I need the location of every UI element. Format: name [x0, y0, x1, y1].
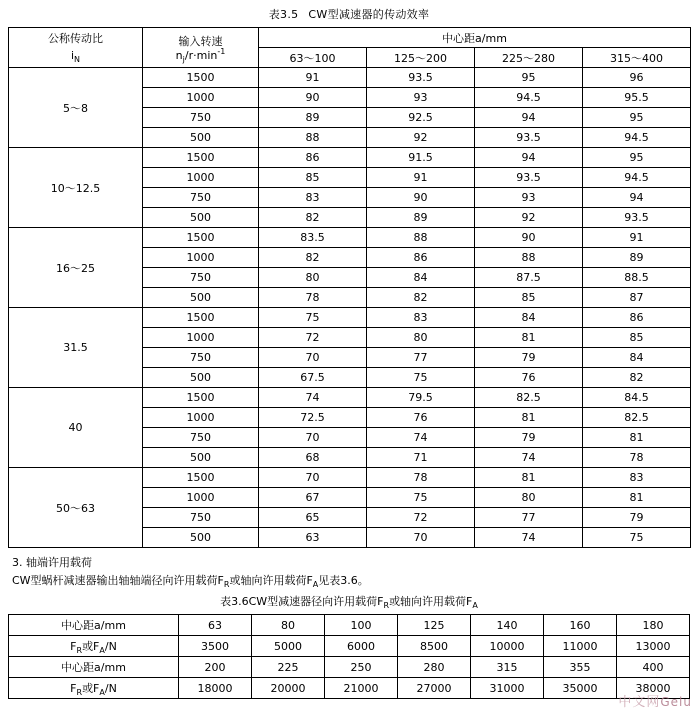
table-3-6-caption: 表3.6CW型减速器径向许用载荷$F_R$或轴向许用载荷$F_A$: [220, 595, 478, 611]
value-cell: 65: [259, 508, 367, 528]
speed-cell: 1000: [143, 408, 259, 428]
value-cell: 93.5: [475, 168, 583, 188]
speed-cell: 1000: [143, 248, 259, 268]
value-cell: 84.5: [583, 388, 691, 408]
value-cell: 77: [475, 508, 583, 528]
value-cell: 70: [259, 468, 367, 488]
value-cell: 95: [583, 148, 691, 168]
value-cell: 31000: [471, 678, 544, 699]
speed-cell: 750: [143, 268, 259, 288]
table-row: [9, 308, 691, 328]
value-cell: 83: [583, 468, 691, 488]
value-cell: 84: [475, 308, 583, 328]
value-cell: 38000: [617, 678, 690, 699]
speed-cell: 1500: [143, 228, 259, 248]
table-row: [9, 468, 691, 488]
value-cell: 94.5: [475, 88, 583, 108]
header-range-4: 315～400: [583, 48, 691, 68]
row-label-center-distance: 中心距a/mm: [9, 615, 179, 636]
value-cell: 100: [325, 615, 398, 636]
value-cell: 74: [475, 448, 583, 468]
value-cell: 20000: [252, 678, 325, 699]
value-cell: 96: [583, 68, 691, 88]
speed-cell: 500: [143, 208, 259, 228]
value-cell: 88: [475, 248, 583, 268]
value-cell: 63: [179, 615, 252, 636]
value-cell: 77: [367, 348, 475, 368]
value-cell: 82: [583, 368, 691, 388]
table-row: [9, 636, 690, 657]
speed-cell: 1000: [143, 88, 259, 108]
value-cell: 94: [475, 148, 583, 168]
value-cell: 82.5: [583, 408, 691, 428]
value-cell: 85: [583, 328, 691, 348]
value-cell: 80: [252, 615, 325, 636]
value-cell: 78: [583, 448, 691, 468]
value-cell: 94: [583, 188, 691, 208]
header-input-speed-line1: 输入转速: [178, 35, 223, 48]
value-cell: 68: [259, 448, 367, 468]
table-row: [9, 68, 691, 88]
header-nominal-ratio: [9, 28, 143, 68]
value-cell: 27000: [398, 678, 471, 699]
value-cell: 82.5: [475, 388, 583, 408]
value-cell: 89: [367, 208, 475, 228]
value-cell: 75: [367, 368, 475, 388]
speed-cell: 500: [143, 368, 259, 388]
note-line-1: 3. 轴端许用载荷: [12, 556, 92, 569]
value-cell: 78: [367, 468, 475, 488]
table-3-5-header-row-1: [9, 28, 691, 48]
value-cell: 95: [583, 108, 691, 128]
value-cell: 84: [367, 268, 475, 288]
value-cell: 180: [617, 615, 690, 636]
value-cell: 85: [259, 168, 367, 188]
ratio-cell: 40: [9, 388, 143, 468]
value-cell: 94: [475, 108, 583, 128]
value-cell: 95.5: [583, 88, 691, 108]
header-nominal-ratio-line1: 公称传动比: [48, 32, 103, 45]
value-cell: 35000: [544, 678, 617, 699]
value-cell: 125: [398, 615, 471, 636]
table-row: [9, 678, 690, 699]
value-cell: 3500: [179, 636, 252, 657]
speed-cell: 500: [143, 128, 259, 148]
value-cell: 18000: [179, 678, 252, 699]
value-cell: 80: [367, 328, 475, 348]
value-cell: 79: [583, 508, 691, 528]
section-note: [12, 554, 690, 589]
speed-cell: 500: [143, 528, 259, 548]
value-cell: 74: [259, 388, 367, 408]
value-cell: 160: [544, 615, 617, 636]
value-cell: 5000: [252, 636, 325, 657]
value-cell: 90: [367, 188, 475, 208]
value-cell: 79: [475, 348, 583, 368]
value-cell: 92: [367, 128, 475, 148]
value-cell: 250: [325, 657, 398, 678]
value-cell: 72: [367, 508, 475, 528]
value-cell: 355: [544, 657, 617, 678]
table-3-6-caption-number: 表3.6: [220, 595, 249, 609]
table-3-5-caption: [8, 0, 690, 27]
ratio-cell: 50～63: [9, 468, 143, 548]
value-cell: 200: [179, 657, 252, 678]
watermark-text: Gelu: [660, 695, 692, 709]
note-line-2: CW型蜗杆减速器输出轴轴端径向许用载荷$F_R$或轴向许用载荷$F_A$见表3.6。: [12, 573, 369, 589]
value-cell: 81: [475, 408, 583, 428]
value-cell: 91: [259, 68, 367, 88]
speed-cell: 1000: [143, 488, 259, 508]
value-cell: 81: [583, 428, 691, 448]
value-cell: 76: [367, 408, 475, 428]
value-cell: 86: [259, 148, 367, 168]
speed-cell: 1500: [143, 308, 259, 328]
value-cell: 82: [367, 288, 475, 308]
value-cell: 93: [475, 188, 583, 208]
header-input-speed-line2: $n_j/r\cdot\min^{-1}$: [175, 47, 226, 64]
value-cell: 89: [583, 248, 691, 268]
value-cell: 85: [475, 288, 583, 308]
table-row: [9, 615, 690, 636]
header-nominal-ratio-line2: $i_N$: [70, 48, 81, 64]
value-cell: 78: [259, 288, 367, 308]
value-cell: 82: [259, 208, 367, 228]
header-center-distance-group: 中心距a/mm: [259, 28, 691, 48]
speed-cell: 750: [143, 508, 259, 528]
ratio-cell: 16～25: [9, 228, 143, 308]
speed-cell: 750: [143, 108, 259, 128]
value-cell: 84: [583, 348, 691, 368]
value-cell: 94.5: [583, 128, 691, 148]
value-cell: 90: [259, 88, 367, 108]
table-3-6: [8, 614, 690, 699]
value-cell: 88.5: [583, 268, 691, 288]
value-cell: 83.5: [259, 228, 367, 248]
watermark-cn: 中文网: [618, 695, 661, 710]
table-row: [9, 388, 691, 408]
value-cell: 72: [259, 328, 367, 348]
value-cell: 79: [475, 428, 583, 448]
table-row: [9, 228, 691, 248]
value-cell: 83: [259, 188, 367, 208]
ratio-cell: 10～12.5: [9, 148, 143, 228]
value-cell: 81: [475, 468, 583, 488]
value-cell: 93.5: [583, 208, 691, 228]
header-input-speed: [143, 28, 259, 68]
speed-cell: 1000: [143, 328, 259, 348]
value-cell: 93.5: [475, 128, 583, 148]
value-cell: 92: [475, 208, 583, 228]
value-cell: 71: [367, 448, 475, 468]
watermark: [618, 691, 692, 710]
value-cell: 70: [367, 528, 475, 548]
value-cell: 76: [475, 368, 583, 388]
speed-cell: 500: [143, 448, 259, 468]
value-cell: 400: [617, 657, 690, 678]
value-cell: 10000: [471, 636, 544, 657]
value-cell: 91: [583, 228, 691, 248]
value-cell: 67.5: [259, 368, 367, 388]
value-cell: 140: [471, 615, 544, 636]
value-cell: 95: [475, 68, 583, 88]
speed-cell: 750: [143, 188, 259, 208]
value-cell: 91: [367, 168, 475, 188]
value-cell: 93: [367, 88, 475, 108]
value-cell: 72.5: [259, 408, 367, 428]
value-cell: 88: [367, 228, 475, 248]
value-cell: 92.5: [367, 108, 475, 128]
speed-cell: 1500: [143, 468, 259, 488]
value-cell: 82: [259, 248, 367, 268]
value-cell: 70: [259, 348, 367, 368]
ratio-cell: 5～8: [9, 68, 143, 148]
value-cell: 89: [259, 108, 367, 128]
table-3-5: [8, 27, 691, 548]
table-3-5-caption-title: CW型减速器的传动效率: [308, 8, 430, 21]
value-cell: 280: [398, 657, 471, 678]
value-cell: 11000: [544, 636, 617, 657]
value-cell: 21000: [325, 678, 398, 699]
value-cell: 63: [259, 528, 367, 548]
value-cell: 93.5: [367, 68, 475, 88]
ratio-cell: 31.5: [9, 308, 143, 388]
speed-cell: 1500: [143, 388, 259, 408]
row-label-force: $F_R$或$F_A/N$: [9, 678, 179, 699]
value-cell: 75: [259, 308, 367, 328]
value-cell: 80: [475, 488, 583, 508]
value-cell: 87.5: [475, 268, 583, 288]
value-cell: 74: [475, 528, 583, 548]
value-cell: 86: [583, 308, 691, 328]
value-cell: 6000: [325, 636, 398, 657]
speed-cell: 1500: [143, 68, 259, 88]
value-cell: 8500: [398, 636, 471, 657]
row-label-center-distance: 中心距a/mm: [9, 657, 179, 678]
value-cell: 83: [367, 308, 475, 328]
speed-cell: 750: [143, 428, 259, 448]
header-range-2: 125～200: [367, 48, 475, 68]
value-cell: 225: [252, 657, 325, 678]
value-cell: 67: [259, 488, 367, 508]
value-cell: 315: [471, 657, 544, 678]
header-range-3: 225～280: [475, 48, 583, 68]
header-range-1: 63～100: [259, 48, 367, 68]
value-cell: 80: [259, 268, 367, 288]
value-cell: 90: [475, 228, 583, 248]
value-cell: 86: [367, 248, 475, 268]
value-cell: 74: [367, 428, 475, 448]
value-cell: 70: [259, 428, 367, 448]
speed-cell: 1500: [143, 148, 259, 168]
speed-cell: 1000: [143, 168, 259, 188]
value-cell: 87: [583, 288, 691, 308]
table-3-5-caption-number: 表3.5: [268, 8, 299, 21]
row-label-force: $F_R$或$F_A/N$: [9, 636, 179, 657]
value-cell: 88: [259, 128, 367, 148]
value-cell: 75: [367, 488, 475, 508]
value-cell: 91.5: [367, 148, 475, 168]
value-cell: 94.5: [583, 168, 691, 188]
value-cell: 75: [583, 528, 691, 548]
table-row: [9, 657, 690, 678]
table-row: [9, 148, 691, 168]
value-cell: 79.5: [367, 388, 475, 408]
value-cell: 81: [475, 328, 583, 348]
speed-cell: 500: [143, 288, 259, 308]
speed-cell: 750: [143, 348, 259, 368]
value-cell: 13000: [617, 636, 690, 657]
value-cell: 81: [583, 488, 691, 508]
